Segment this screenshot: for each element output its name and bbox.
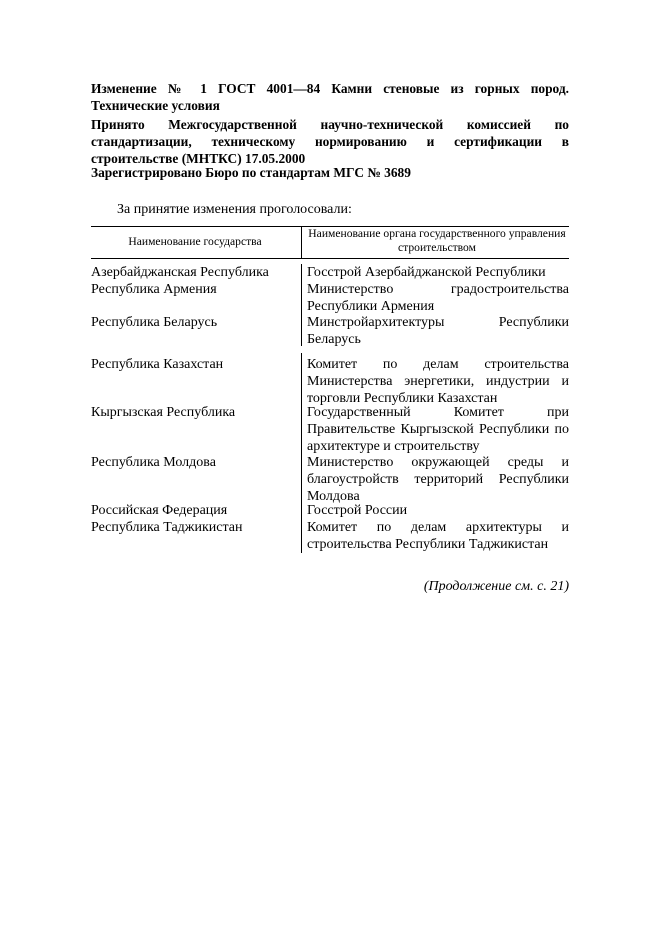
table-header-rule <box>91 258 569 259</box>
column-header-organ: Наименование органа государственного управления строительством <box>308 227 566 254</box>
table-cell-state: Республика Беларусь <box>91 315 218 330</box>
amendment-title: Изменение № 1 ГОСТ 4001—84 Камни стеновые из горных пород. Технические условия <box>91 81 569 113</box>
header-column-divider <box>301 226 302 258</box>
table-cell-organ: Минстройархитектуры Республики Беларусь <box>307 315 569 347</box>
table-cell-state: Республика Молдова <box>91 455 216 470</box>
table-cell-organ: Министерство окружающей среды и благоустройств территорий Республики Молдова <box>307 455 569 504</box>
table-cell-organ: Госстрой Азербайджанской Республики <box>307 265 546 280</box>
table-cell-state: Российская Федерация <box>91 503 228 518</box>
continuation-note: (Продолжение см. с. 21) <box>423 579 569 594</box>
voting-intro: За принятие изменения проголосовали: <box>117 202 352 217</box>
table-cell-organ: Государственный Комитет при Правительстве Кыргызской Республики по архитектуре и строительству <box>307 405 569 454</box>
table-cell-state: Республика Таджикистан <box>91 520 243 535</box>
table-cell-organ: Министерство градостроительства Республики Армения <box>307 282 569 314</box>
table-cell-state: Республика Армения <box>91 282 217 297</box>
table-cell-state: Республика Казахстан <box>91 357 224 372</box>
table-cell-organ: Комитет по делам архитектуры и строительства Республики Таджикистан <box>307 520 569 552</box>
column-divider <box>301 264 302 346</box>
table-cell-state: Кыргызская Республика <box>91 405 236 420</box>
table-cell-organ: Комитет по делам строительства Министерства энергетики, индустрии и торговли Республики Казахстан <box>307 357 569 406</box>
registration-statement: Зарегистрировано Бюро по стандартам МГС № 3689 <box>91 165 411 180</box>
column-header-state: Наименование государства <box>128 235 262 248</box>
table-cell-organ: Госстрой России <box>307 503 408 518</box>
column-divider <box>301 353 302 553</box>
table-cell-state: Азербайджанская Республика <box>91 265 269 280</box>
adoption-statement: Принято Межгосударственной научно-технической комиссией по стандартизации, техническому нормированию и сертификации в строительстве (МНТКС) 17.05.2000 <box>91 117 569 166</box>
